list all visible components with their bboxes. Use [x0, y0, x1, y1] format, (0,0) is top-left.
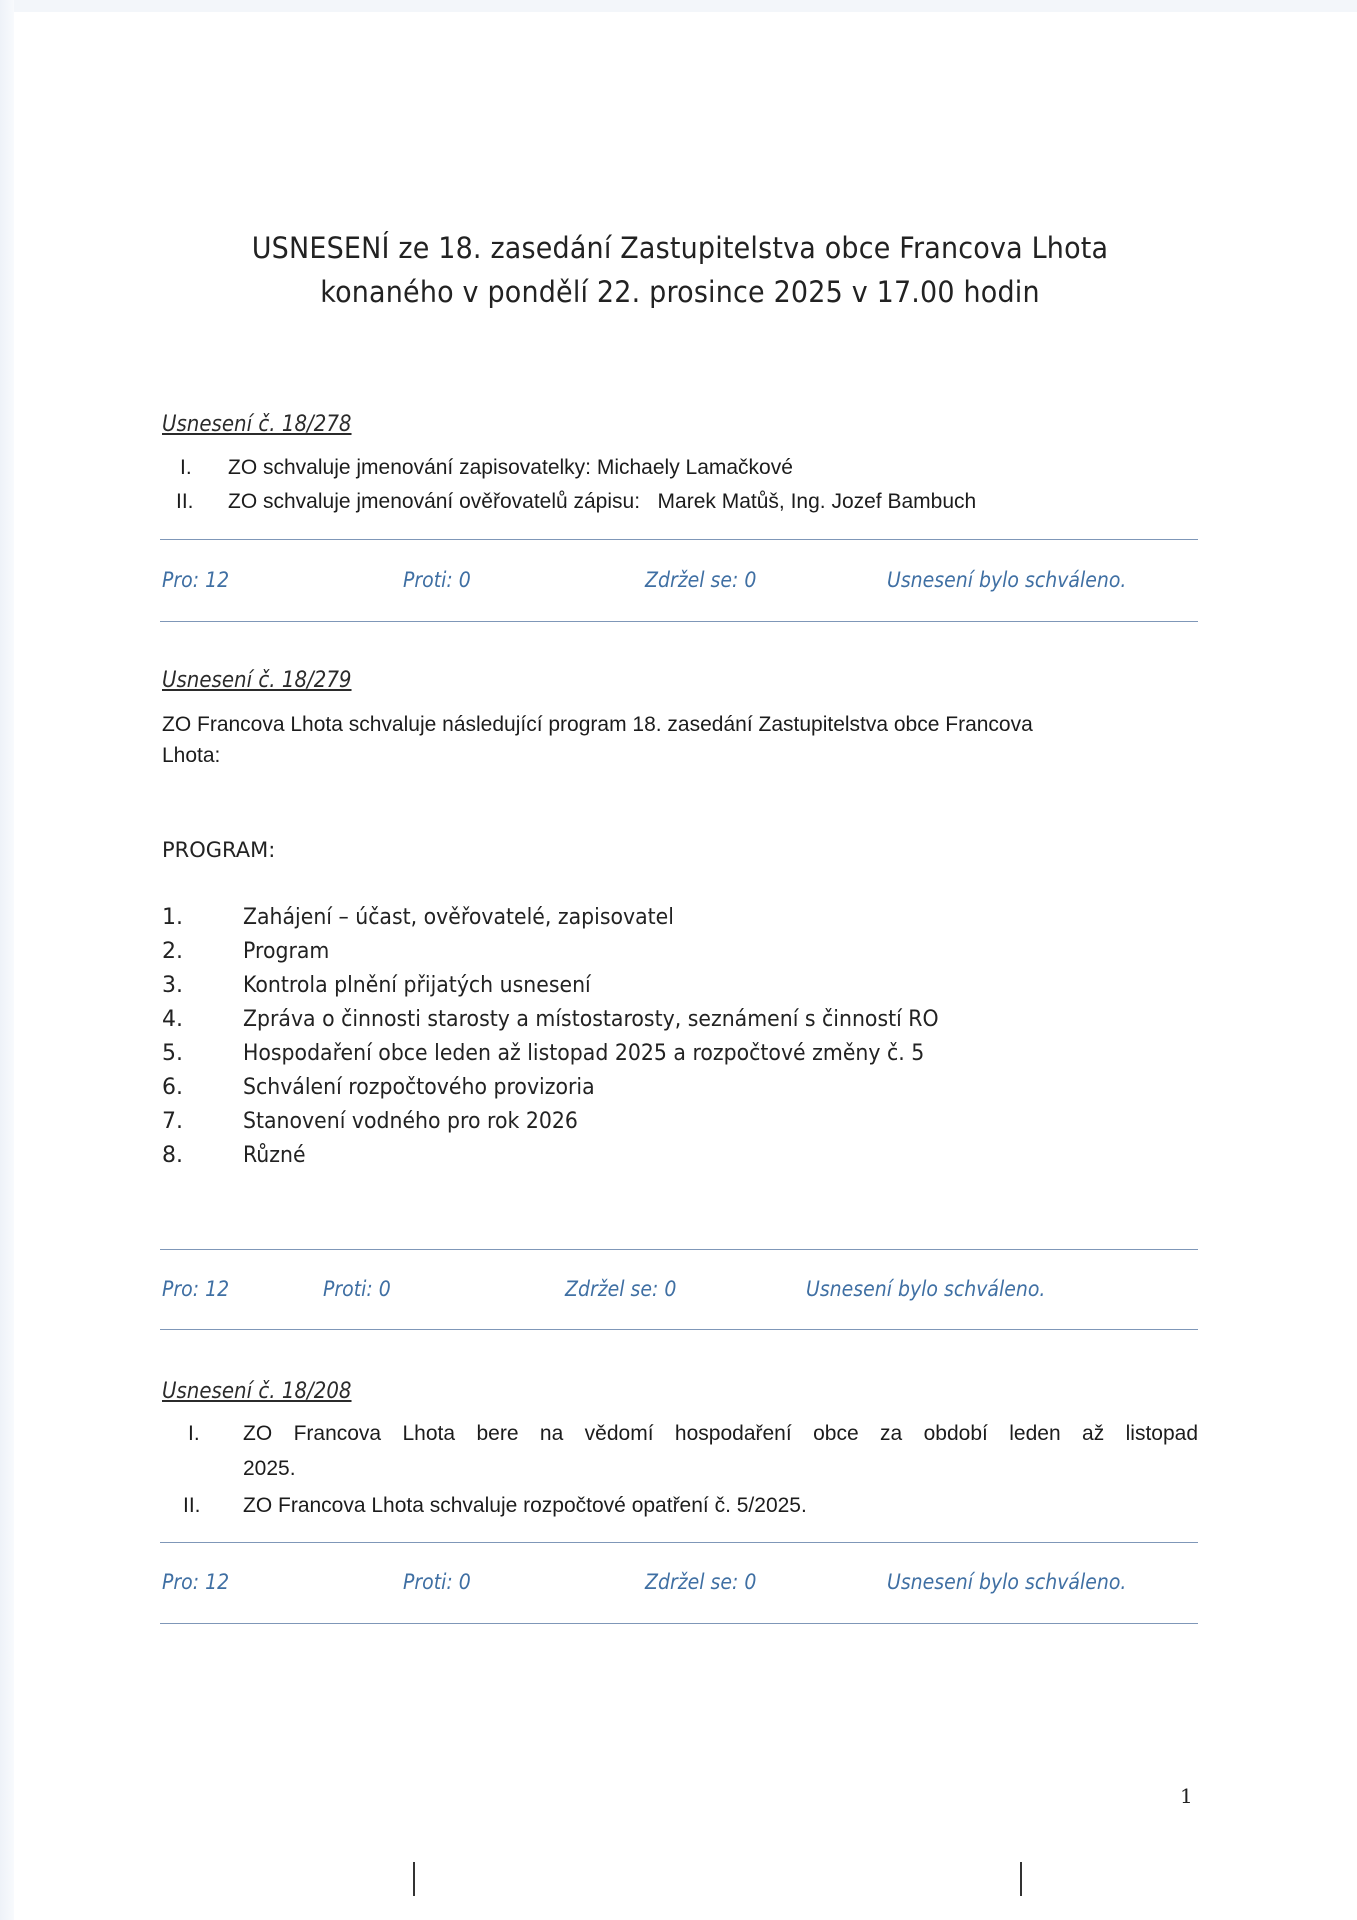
program-item-number: 6. [162, 1075, 183, 1100]
title-line-2: konaného v pondělí 22. prosince 2025 v 17.00 hodin [320, 275, 1040, 309]
vote-pro: Pro: 12 [162, 1570, 230, 1594]
divider [160, 1623, 1198, 1624]
vote-zdrzel: Zdržel se: 0 [645, 1570, 757, 1594]
vote-result: Usnesení bylo schváleno. [887, 1570, 1127, 1594]
resolution-heading-18-278: Usnesení č. 18/278 [162, 412, 352, 437]
program-item-text: Schválení rozpočtového provizoria [243, 1075, 595, 1100]
item-numeral: I. [188, 1422, 200, 1445]
divider [160, 1542, 1198, 1543]
program-item-text: Zahájení – účast, ověřovatelé, zapisovatel [243, 905, 674, 930]
vote-pro: Pro: 12 [162, 1277, 230, 1301]
divider [160, 621, 1198, 622]
vote-result: Usnesení bylo schváleno. [806, 1277, 1046, 1301]
program-item-text: Zpráva o činnosti starosty a místostarosty, seznámení s činností RO [243, 1007, 939, 1032]
vote-proti: Proti: 0 [403, 568, 471, 592]
program-item-number: 5. [162, 1041, 183, 1066]
resolution-heading-18-208: Usnesení č. 18/208 [162, 1379, 352, 1404]
resolution-heading-18-279: Usnesení č. 18/279 [162, 668, 352, 693]
vote-zdrzel: Zdržel se: 0 [565, 1277, 677, 1301]
divider [160, 1249, 1198, 1250]
vote-pro: Pro: 12 [162, 568, 230, 592]
item-text-line-1: ZO Francova Lhota bere na vědomí hospodaření obce za období leden až listopad [243, 1422, 1198, 1445]
program-item-number: 8. [162, 1143, 183, 1168]
vote-proti: Proti: 0 [403, 1570, 471, 1594]
item-numeral: II. [176, 490, 194, 513]
page-number: 1 [1180, 1784, 1193, 1808]
program-label: PROGRAM: [162, 838, 276, 862]
program-item-text: Kontrola plnění přijatých usnesení [243, 973, 591, 998]
program-item-text: Stanovení vodného pro rok 2026 [243, 1109, 578, 1134]
program-item-number: 1. [162, 905, 183, 930]
document-title [187, 226, 1173, 314]
item-text-line-2: 2025. [243, 1457, 296, 1480]
vote-result: Usnesení bylo schváleno. [887, 568, 1127, 592]
item-numeral: II. [183, 1494, 201, 1517]
program-item-number: 3. [162, 973, 183, 998]
title-line-1: USNESENÍ ze 18. zasedání Zastupitelstva obce Francova Lhota [251, 231, 1109, 265]
item-text: ZO Francova Lhota schvaluje rozpočtové opatření č. 5/2025. [243, 1494, 807, 1517]
vote-proti: Proti: 0 [323, 1277, 391, 1301]
item-text: ZO schvaluje jmenování ověřovatelů zápisu: Marek Matůš, Ing. Jozef Bambuch [228, 490, 977, 513]
item-numeral: I. [180, 456, 192, 479]
divider [160, 1329, 1198, 1330]
vote-zdrzel: Zdržel se: 0 [645, 568, 757, 592]
program-item-number: 2. [162, 939, 183, 964]
divider [160, 539, 1198, 540]
intro-text-line-2: Lhota: [162, 744, 221, 767]
program-item-text: Hospodaření obce leden až listopad 2025 a rozpočtové změny č. 5 [243, 1041, 925, 1066]
program-item-number: 7. [162, 1109, 183, 1134]
program-item-text: Různé [243, 1143, 306, 1168]
program-item-number: 4. [162, 1007, 183, 1032]
item-text: ZO schvaluje jmenování zapisovatelky: Michaely Lamačkové [228, 456, 793, 479]
scan-mark [1020, 1862, 1022, 1896]
intro-text-line-1: ZO Francova Lhota schvaluje následující program 18. zasedání Zastupitelstva obce Francova [162, 713, 1033, 736]
scan-mark [413, 1862, 415, 1896]
program-item-text: Program [243, 939, 330, 964]
